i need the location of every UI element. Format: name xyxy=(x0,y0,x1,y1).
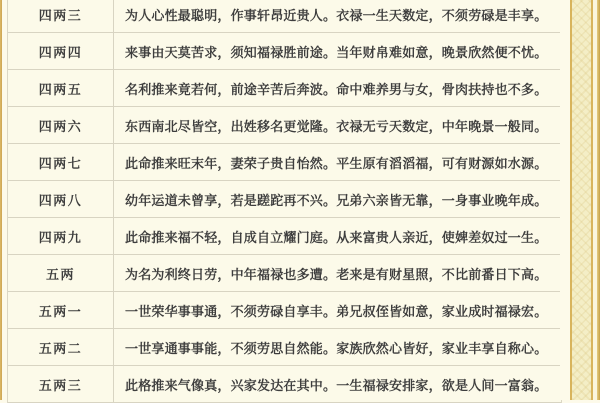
right-decorative-border xyxy=(560,0,600,400)
table-row xyxy=(8,218,561,255)
fortune-text-cell: 此命推来福不轻，自成自立耀门庭。从来富贵人亲近，使婢差奴过一生。 xyxy=(125,230,548,246)
fortune-text-cell: 名利推来竟若何，前途辛苦后奔波。命中难养男与女，骨肉扶持也不多。 xyxy=(125,82,548,98)
table-row xyxy=(8,366,561,403)
fortune-text-cell: 此命推来旺末年，妻荣子贵自怡然。平生原有滔滔福，可有财源如水源。 xyxy=(125,156,548,172)
table-row xyxy=(8,255,561,292)
fortune-text-cell: 为名为利终日劳，中年福禄也多遭。老来是有财星照，不比前番日下高。 xyxy=(125,267,548,283)
weight-cell: 五两二 xyxy=(8,329,114,365)
weight-cell: 四两七 xyxy=(8,144,114,180)
weight-cell: 四两五 xyxy=(8,70,114,106)
weight-cell: 五两三 xyxy=(8,366,114,402)
table-row xyxy=(8,292,561,329)
table-row xyxy=(8,181,561,218)
weight-cell: 五两 xyxy=(8,255,114,291)
weight-cell: 五两一 xyxy=(8,292,114,328)
left-gold-border xyxy=(0,0,2,400)
fortune-text-cell: 来事由天莫苦求，须知福禄胜前途。当年财帛难如意，晚景欣然便不忧。 xyxy=(125,45,548,61)
fortune-text-cell: 为人心性最聪明，作事轩昂近贵人。衣禄一生天数定，不须劳碌是丰享。 xyxy=(125,8,548,24)
fortune-text-cell: 一世荣华事事通，不须劳碌自享丰。弟兄叔侄皆如意，家业成时福禄宏。 xyxy=(125,304,548,320)
weight-cell: 四两九 xyxy=(8,218,114,254)
table-row xyxy=(8,70,561,107)
fortune-text-cell: 东西南北尽皆空，出姓移名更觉隆。衣禄无亏天数定，中年晚景一般同。 xyxy=(125,119,548,135)
fortune-text-cell: 一世享通事事能，不须劳思自然能。家族欣然心皆好，家业丰享自称心。 xyxy=(125,341,548,357)
table-row xyxy=(8,33,561,70)
fortune-text-cell: 此格推来气像真，兴家发达在其中。一生福禄安排家，欲是人间一富翁。 xyxy=(125,378,548,394)
table-row xyxy=(8,0,561,33)
table-row xyxy=(8,329,561,366)
fortune-text-cell: 幼年运道未曾享，若是蹉跎再不兴。兄弟六亲皆无靠，一身事业晚年成。 xyxy=(125,193,548,209)
weight-cell: 四两三 xyxy=(8,0,114,32)
bone-weight-fortune-table xyxy=(7,0,562,403)
table-row xyxy=(8,107,561,144)
weight-cell: 四两四 xyxy=(8,33,114,69)
table-row xyxy=(8,144,561,181)
weight-cell: 四两六 xyxy=(8,107,114,143)
ornament-gap xyxy=(560,0,570,400)
ornament-pattern-strip xyxy=(572,0,591,400)
weight-cell: 四两八 xyxy=(8,181,114,217)
